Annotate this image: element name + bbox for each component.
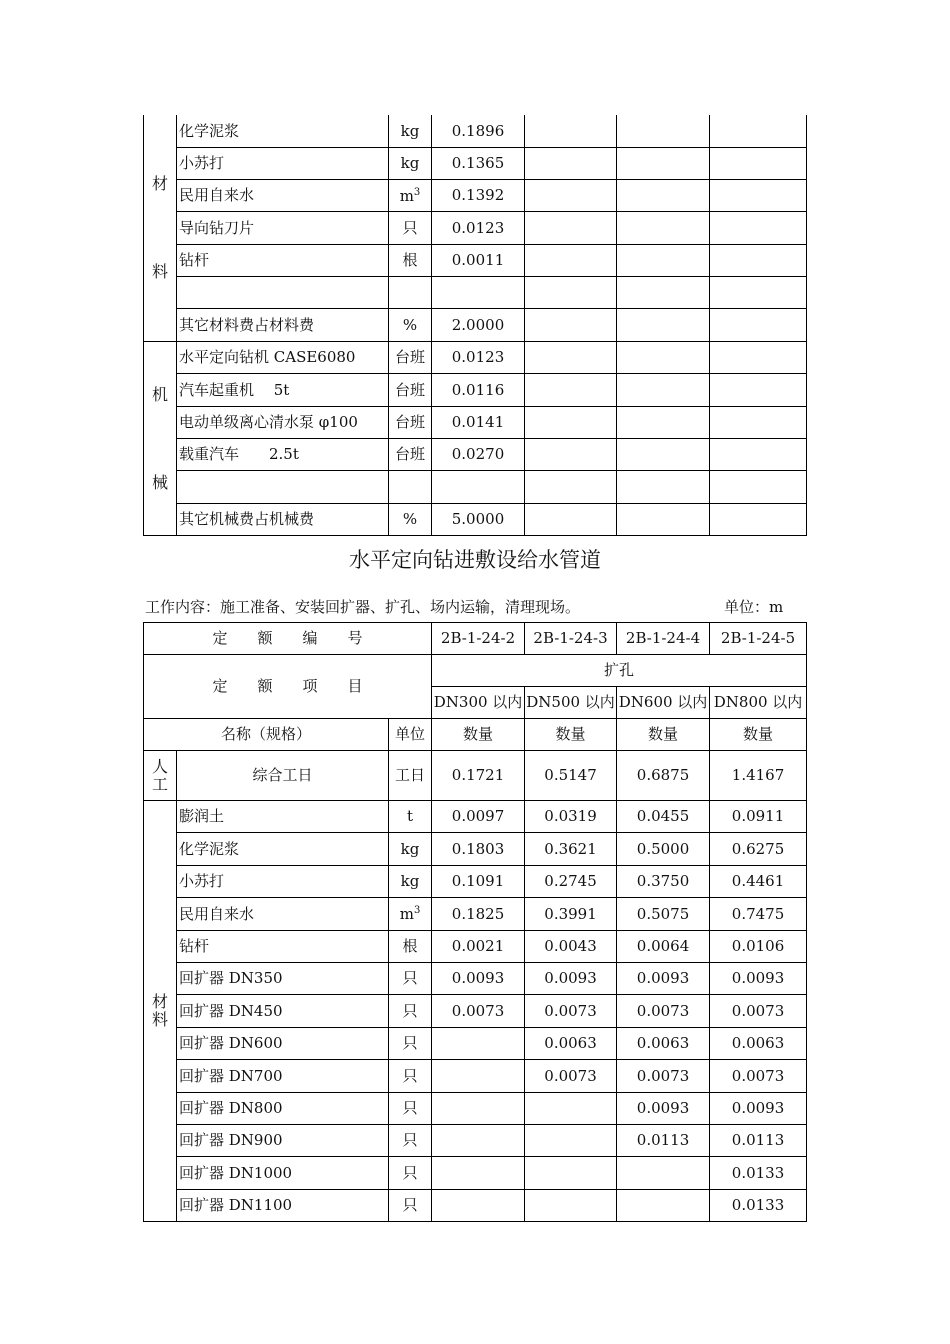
material-value xyxy=(617,1157,710,1189)
quota-number: 2B-1-24-4 xyxy=(617,623,710,655)
quota-table xyxy=(143,622,807,1222)
table-row xyxy=(144,244,807,276)
category-char: 料 xyxy=(151,1010,168,1030)
machine-value: 0.0270 xyxy=(432,439,525,471)
material-unit: $m^3$ xyxy=(389,898,432,930)
material-name: 小苏打 xyxy=(177,147,389,179)
material-value xyxy=(432,1124,525,1156)
material-name: 民用自来水 xyxy=(177,898,389,930)
group-label: 扩孔 xyxy=(432,655,807,687)
empty-cell xyxy=(617,374,710,406)
labor-row xyxy=(144,751,807,801)
machine-value: 0.0123 xyxy=(432,341,525,373)
quota-item: DN800 以内 xyxy=(710,687,807,719)
unit-label: 单位：m xyxy=(724,598,784,616)
quota-item: DN500 以内 xyxy=(525,687,617,719)
material-value xyxy=(617,1189,710,1221)
material-name: 回扩器 DN450 xyxy=(177,995,389,1027)
material-unit: 只 xyxy=(389,995,432,1027)
material-value: 0.0123 xyxy=(432,212,525,244)
material-name xyxy=(177,277,389,309)
material-unit: 根 xyxy=(389,244,432,276)
work-content: 工作内容：施工准备、安装回扩器、扩孔、场内运输，清理现场。 xyxy=(145,598,581,616)
material-name: 回扩器 DN700 xyxy=(177,1060,389,1092)
machine-value: 5.0000 xyxy=(432,503,525,535)
machinery-category-cell xyxy=(144,341,177,535)
table-row xyxy=(144,801,807,833)
category-char: 材 xyxy=(151,174,168,194)
material-value: 0.0133 xyxy=(710,1157,807,1189)
material-name: 钻杆 xyxy=(177,244,389,276)
table-row xyxy=(144,374,807,406)
material-name: 膨润土 xyxy=(177,801,389,833)
material-name: 回扩器 DN350 xyxy=(177,962,389,994)
labor-value: 0.1721 xyxy=(432,751,525,801)
material-value xyxy=(432,1157,525,1189)
material-value: 0.0063 xyxy=(617,1027,710,1059)
empty-cell xyxy=(710,147,807,179)
table-row xyxy=(144,439,807,471)
material-value: 0.7475 xyxy=(710,898,807,930)
empty-cell xyxy=(710,179,807,211)
machine-name: 电动单级离心清水泵 φ100 xyxy=(177,406,389,438)
table-row xyxy=(144,309,807,341)
empty-cell xyxy=(525,179,617,211)
table-row xyxy=(144,471,807,503)
empty-cell xyxy=(617,406,710,438)
material-name: 回扩器 DN800 xyxy=(177,1092,389,1124)
material-name: 化学泥浆 xyxy=(177,833,389,865)
empty-cell xyxy=(710,374,807,406)
empty-cell xyxy=(617,115,710,147)
material-name: 回扩器 DN1100 xyxy=(177,1189,389,1221)
table-row xyxy=(144,1027,807,1059)
empty-cell xyxy=(617,341,710,373)
material-value: 0.0093 xyxy=(710,1092,807,1124)
material-name: 导向钻刀片 xyxy=(177,212,389,244)
table-row xyxy=(144,503,807,535)
material-value: 0.0106 xyxy=(710,930,807,962)
empty-cell xyxy=(710,115,807,147)
material-value xyxy=(432,1060,525,1092)
empty-cell xyxy=(617,179,710,211)
labor-value: 0.5147 xyxy=(525,751,617,801)
empty-cell xyxy=(525,471,617,503)
quota-item-group-row xyxy=(144,655,807,687)
category-char: 人 xyxy=(151,756,168,776)
material-value xyxy=(432,1027,525,1059)
empty-cell xyxy=(617,277,710,309)
material-value: 0.0011 xyxy=(432,244,525,276)
material-value: 0.3750 xyxy=(617,865,710,897)
material-value: 0.0455 xyxy=(617,801,710,833)
empty-cell xyxy=(710,406,807,438)
col-qty-header: 数量 xyxy=(525,719,617,751)
section-title: 水平定向钻进敷设给水管道 xyxy=(349,548,601,572)
category-char: 工 xyxy=(151,774,168,794)
machine-unit: 台班 xyxy=(389,439,432,471)
material-value xyxy=(432,277,525,309)
material-value: 0.1896 xyxy=(432,115,525,147)
table-row xyxy=(144,833,807,865)
material-name: 回扩器 DN900 xyxy=(177,1124,389,1156)
material-value xyxy=(525,1124,617,1156)
material-unit: kg xyxy=(389,115,432,147)
labor-unit: 工日 xyxy=(389,751,432,801)
category-char: 机 xyxy=(151,384,168,404)
material-unit: kg xyxy=(389,147,432,179)
table-row xyxy=(144,212,807,244)
quota-number-label: 定 额 编 号 xyxy=(144,623,432,655)
machine-value xyxy=(432,471,525,503)
material-name: 民用自来水 xyxy=(177,179,389,211)
table-row xyxy=(144,1092,807,1124)
machine-name xyxy=(177,471,389,503)
labor-category-cell xyxy=(144,751,177,801)
empty-cell xyxy=(525,309,617,341)
material-value: 0.0073 xyxy=(617,995,710,1027)
material-unit xyxy=(389,277,432,309)
table-row xyxy=(144,341,807,373)
empty-cell xyxy=(525,244,617,276)
table-row xyxy=(144,277,807,309)
material-unit: 只 xyxy=(389,1157,432,1189)
material-name: 化学泥浆 xyxy=(177,115,389,147)
continued-quota-table xyxy=(143,115,807,536)
machine-value: 0.0141 xyxy=(432,406,525,438)
machine-unit: 台班 xyxy=(389,341,432,373)
table-row xyxy=(144,1189,807,1221)
table-row xyxy=(144,1157,807,1189)
material-value: 0.0063 xyxy=(710,1027,807,1059)
material-name: 钻杆 xyxy=(177,930,389,962)
category-char: 械 xyxy=(151,472,168,492)
table-row xyxy=(144,1060,807,1092)
material-value: 0.0093 xyxy=(710,962,807,994)
material-value: 0.1365 xyxy=(432,147,525,179)
material-value: 0.0073 xyxy=(432,995,525,1027)
empty-cell xyxy=(525,341,617,373)
material-unit: % xyxy=(389,309,432,341)
empty-cell xyxy=(617,147,710,179)
material-value: 0.0319 xyxy=(525,801,617,833)
table-row xyxy=(144,898,807,930)
table-row xyxy=(144,1124,807,1156)
material-value: 0.0093 xyxy=(617,1092,710,1124)
empty-cell xyxy=(525,212,617,244)
empty-cell xyxy=(525,439,617,471)
machine-name: 水平定向钻机 CASE6080 xyxy=(177,341,389,373)
quota-number: 2B-1-24-3 xyxy=(525,623,617,655)
material-value: 0.3621 xyxy=(525,833,617,865)
machine-name: 其它机械费占机械费 xyxy=(177,503,389,535)
material-value: 0.5000 xyxy=(617,833,710,865)
empty-cell xyxy=(710,439,807,471)
material-value: 0.0064 xyxy=(617,930,710,962)
table-row xyxy=(144,865,807,897)
material-value xyxy=(432,1189,525,1221)
col-qty-header: 数量 xyxy=(710,719,807,751)
material-value: 0.2745 xyxy=(525,865,617,897)
empty-cell xyxy=(617,244,710,276)
empty-cell xyxy=(525,147,617,179)
table-row xyxy=(144,962,807,994)
col-qty-header: 数量 xyxy=(432,719,525,751)
material-value: 0.0097 xyxy=(432,801,525,833)
col-name-header: 名称（规格） xyxy=(144,719,389,751)
material-name: 回扩器 DN1000 xyxy=(177,1157,389,1189)
material-value: 0.5075 xyxy=(617,898,710,930)
material-value: 0.0133 xyxy=(710,1189,807,1221)
table-row xyxy=(144,115,807,147)
material-unit: 只 xyxy=(389,1189,432,1221)
material-value: 0.1803 xyxy=(432,833,525,865)
material-value: 0.0073 xyxy=(525,995,617,1027)
column-header-row xyxy=(144,719,807,751)
col-qty-header: 数量 xyxy=(617,719,710,751)
material-unit: 只 xyxy=(389,212,432,244)
quota-item-label: 定 额 项 目 xyxy=(144,655,432,719)
table-row xyxy=(144,406,807,438)
material-value: 0.1825 xyxy=(432,898,525,930)
quota-item: DN300 以内 xyxy=(432,687,525,719)
material-value: 0.0021 xyxy=(432,930,525,962)
material-unit: 只 xyxy=(389,1060,432,1092)
empty-cell xyxy=(525,115,617,147)
material-unit: 根 xyxy=(389,930,432,962)
material-name: 其它材料费占材料费 xyxy=(177,309,389,341)
material-unit: kg xyxy=(389,833,432,865)
machine-unit xyxy=(389,471,432,503)
material-value xyxy=(525,1189,617,1221)
material-unit: 只 xyxy=(389,962,432,994)
quota-number: 2B-1-24-5 xyxy=(710,623,807,655)
empty-cell xyxy=(525,406,617,438)
material-value: 0.0093 xyxy=(432,962,525,994)
material-value: 0.0073 xyxy=(710,1060,807,1092)
empty-cell xyxy=(710,244,807,276)
machine-name: 汽车起重机 5t xyxy=(177,374,389,406)
labor-name: 综合工日 xyxy=(177,751,389,801)
material-name: 小苏打 xyxy=(177,865,389,897)
material-value: 0.0063 xyxy=(525,1027,617,1059)
category-char: 料 xyxy=(151,262,168,282)
material-value: 0.0911 xyxy=(710,801,807,833)
material-value: 0.1392 xyxy=(432,179,525,211)
material-value xyxy=(432,1092,525,1124)
table-row xyxy=(144,995,807,1027)
table-row xyxy=(144,147,807,179)
empty-cell xyxy=(525,503,617,535)
category-char: 材 xyxy=(151,992,168,1012)
empty-cell xyxy=(617,309,710,341)
empty-cell xyxy=(525,277,617,309)
material-value: 2.0000 xyxy=(432,309,525,341)
machine-unit: 台班 xyxy=(389,406,432,438)
material-value: 0.3991 xyxy=(525,898,617,930)
material-value: 0.0073 xyxy=(710,995,807,1027)
empty-cell xyxy=(710,309,807,341)
material-name: 回扩器 DN600 xyxy=(177,1027,389,1059)
machine-value: 0.0116 xyxy=(432,374,525,406)
labor-value: 1.4167 xyxy=(710,751,807,801)
machine-name: 载重汽车 2.5t xyxy=(177,439,389,471)
material-value: 0.0093 xyxy=(525,962,617,994)
material-unit: t xyxy=(389,801,432,833)
machine-unit: 台班 xyxy=(389,374,432,406)
table-row xyxy=(144,930,807,962)
material-value: 0.0043 xyxy=(525,930,617,962)
material-unit: $m^3$ xyxy=(389,179,432,211)
material-value xyxy=(525,1092,617,1124)
material-value xyxy=(525,1157,617,1189)
material-unit: 只 xyxy=(389,1092,432,1124)
materials-category-cell xyxy=(144,115,177,341)
empty-cell xyxy=(710,341,807,373)
col-unit-header: 单位 xyxy=(389,719,432,751)
material-value: 0.4461 xyxy=(710,865,807,897)
material-value: 0.0113 xyxy=(617,1124,710,1156)
material-value: 0.1091 xyxy=(432,865,525,897)
material-value: 0.0073 xyxy=(525,1060,617,1092)
table-row xyxy=(144,179,807,211)
empty-cell xyxy=(710,471,807,503)
empty-cell xyxy=(617,471,710,503)
quota-item: DN600 以内 xyxy=(617,687,710,719)
material-value: 0.6275 xyxy=(710,833,807,865)
empty-cell xyxy=(617,503,710,535)
material-unit: 只 xyxy=(389,1124,432,1156)
labor-value: 0.6875 xyxy=(617,751,710,801)
empty-cell xyxy=(525,374,617,406)
empty-cell xyxy=(710,277,807,309)
material-unit: 只 xyxy=(389,1027,432,1059)
material-value: 0.0093 xyxy=(617,962,710,994)
empty-cell xyxy=(710,503,807,535)
machine-unit: % xyxy=(389,503,432,535)
material-value: 0.0073 xyxy=(617,1060,710,1092)
empty-cell xyxy=(617,439,710,471)
quota-number-row xyxy=(144,623,807,655)
quota-number: 2B-1-24-2 xyxy=(432,623,525,655)
empty-cell xyxy=(617,212,710,244)
material-value: 0.0113 xyxy=(710,1124,807,1156)
material-unit: kg xyxy=(389,865,432,897)
materials-category-cell xyxy=(144,801,177,1222)
empty-cell xyxy=(710,212,807,244)
